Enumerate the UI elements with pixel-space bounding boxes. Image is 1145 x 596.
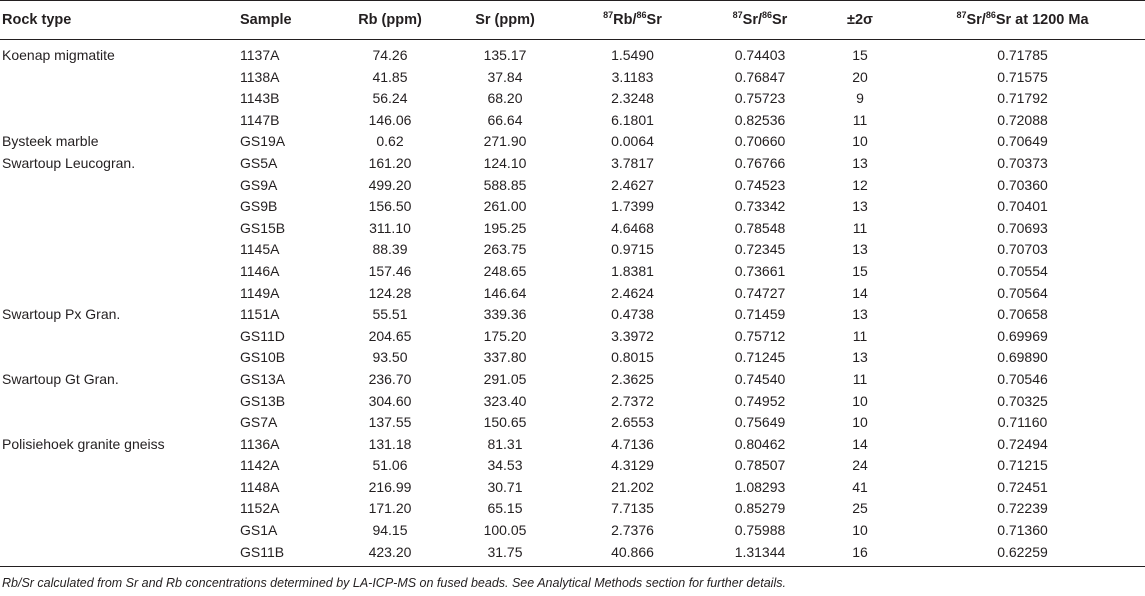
cell-sample: GS11B bbox=[240, 542, 335, 567]
cell-sr87-sr86: 0.70660 bbox=[734, 133, 786, 150]
cell-sr-ppm: 261.00 bbox=[483, 198, 527, 215]
cell-rock-type bbox=[0, 455, 240, 477]
header-init86-sup: 86 bbox=[985, 10, 996, 21]
cell-rb87-sr86: 3.1183 bbox=[611, 68, 654, 85]
table-row bbox=[0, 67, 1145, 89]
cell-sr-ppm: 135.17 bbox=[483, 47, 527, 63]
header-init86-text: Sr at 1200 Ma bbox=[995, 12, 1089, 28]
table-row bbox=[0, 542, 1145, 567]
cell-initial-ratio: 0.62259 bbox=[900, 542, 1145, 567]
cell-rb-ppm: 236.70 bbox=[368, 370, 412, 387]
table-row bbox=[0, 261, 1145, 283]
table-row bbox=[0, 131, 1145, 153]
table-row bbox=[0, 434, 1145, 456]
cell-rb87-sr86: 2.4624 bbox=[611, 284, 654, 301]
cell-rb87-sr86: 0.0064 bbox=[611, 133, 654, 150]
table-row bbox=[0, 218, 1145, 240]
cell-sr87-sr86: 0.76766 bbox=[734, 154, 786, 171]
header-initial-ratio bbox=[900, 1, 1145, 40]
cell-sample: 1147B bbox=[240, 111, 280, 128]
table-body bbox=[0, 40, 1145, 567]
cell-sr-ppm: 30.71 bbox=[487, 478, 523, 495]
cell-rock-type bbox=[0, 239, 240, 261]
cell-rb-ppm: 499.20 bbox=[368, 176, 412, 193]
cell-rock-type bbox=[0, 88, 240, 110]
cell-sr-ppm: 124.10 bbox=[483, 154, 527, 171]
cell-sr87-sr86: 0.72345 bbox=[734, 241, 786, 258]
cell-sr87-sr86: 0.73342 bbox=[734, 198, 786, 215]
cell-initial-ratio: 0.70373 bbox=[997, 154, 1048, 171]
cell-two-sigma: 12 bbox=[852, 176, 868, 193]
cell-sr-ppm: 271.90 bbox=[483, 133, 527, 150]
cell-rock-type bbox=[0, 196, 240, 218]
cell-sample: 1148A bbox=[240, 478, 280, 495]
cell-rock-type: Swartoup Px Gran. bbox=[2, 306, 121, 323]
cell-sample: 1138A bbox=[240, 68, 280, 85]
cell-sr-ppm: 263.75 bbox=[483, 241, 527, 258]
cell-rb87-sr86: 2.6553 bbox=[611, 414, 654, 431]
header-rb87-text: Rb/ bbox=[613, 12, 637, 28]
cell-rb87-sr86: 2.7372 bbox=[611, 392, 654, 409]
table-row bbox=[0, 110, 1145, 132]
table-row bbox=[0, 369, 1145, 391]
cell-rock-type: Swartoup Leucogran. bbox=[2, 154, 136, 171]
cell-sample: GS11D bbox=[240, 327, 285, 344]
cell-initial-ratio: 0.70360 bbox=[997, 176, 1048, 193]
cell-sr87-sr86: 1.31344 bbox=[700, 542, 820, 567]
cell-sr87-sr86: 0.71459 bbox=[734, 306, 786, 323]
cell-two-sigma: 11 bbox=[852, 327, 868, 344]
cell-two-sigma: 13 bbox=[852, 306, 868, 323]
cell-sample: GS13B bbox=[240, 392, 286, 409]
cell-sr87-sr86: 0.74523 bbox=[734, 176, 786, 193]
cell-rock-type: Swartoup Gt Gran. bbox=[2, 370, 119, 387]
cell-rock-type: Bysteek marble bbox=[2, 133, 99, 150]
cell-rb87-sr86: 3.3972 bbox=[611, 327, 654, 344]
cell-two-sigma: 20 bbox=[852, 68, 868, 85]
cell-rb-ppm: 137.55 bbox=[368, 414, 412, 431]
header-sr86b-text: Sr bbox=[772, 12, 788, 28]
cell-sr-ppm: 339.36 bbox=[483, 306, 527, 323]
cell-two-sigma: 11 bbox=[852, 111, 868, 128]
cell-rb-ppm: 55.51 bbox=[372, 306, 408, 323]
cell-two-sigma: 15 bbox=[852, 262, 868, 279]
cell-sample: GS9B bbox=[240, 198, 278, 215]
header-rb87-sr86 bbox=[565, 1, 700, 40]
header-rb87-sup: 87 bbox=[603, 10, 614, 21]
header-sample: Sample bbox=[240, 1, 335, 40]
cell-rb87-sr86: 2.4627 bbox=[611, 176, 654, 193]
cell-sr87-sr86: 0.78507 bbox=[734, 457, 786, 474]
cell-rock-type bbox=[0, 520, 240, 542]
header-sr87-sr86 bbox=[700, 1, 820, 40]
cell-two-sigma: 15 bbox=[852, 47, 868, 63]
cell-rock-type bbox=[0, 477, 240, 499]
cell-initial-ratio: 0.69890 bbox=[997, 349, 1048, 366]
cell-rb-ppm: 93.50 bbox=[372, 349, 408, 366]
table-row bbox=[0, 304, 1145, 326]
cell-rb-ppm: 311.10 bbox=[369, 219, 411, 236]
cell-rb-ppm: 423.20 bbox=[335, 542, 445, 567]
cell-sample: GS15B bbox=[240, 219, 286, 236]
cell-initial-ratio: 0.72494 bbox=[997, 435, 1048, 452]
cell-sr-ppm: 66.64 bbox=[487, 111, 523, 128]
cell-sr87-sr86: 0.85279 bbox=[734, 500, 786, 517]
cell-two-sigma: 13 bbox=[852, 241, 868, 258]
cell-sr87-sr86: 0.75988 bbox=[734, 522, 786, 539]
cell-two-sigma: 24 bbox=[852, 457, 868, 474]
cell-sr-ppm: 68.20 bbox=[487, 90, 523, 107]
cell-rb-ppm: 156.50 bbox=[368, 198, 412, 215]
cell-rb87-sr86: 0.8015 bbox=[611, 349, 654, 366]
cell-sr-ppm: 323.40 bbox=[483, 392, 527, 409]
table-row bbox=[0, 196, 1145, 218]
cell-initial-ratio: 0.72451 bbox=[997, 478, 1048, 495]
cell-rb87-sr86: 1.5490 bbox=[611, 47, 654, 63]
table-row bbox=[0, 326, 1145, 348]
cell-sample: 1152A bbox=[240, 500, 280, 517]
cell-sample: 1146A bbox=[240, 262, 280, 279]
cell-two-sigma: 14 bbox=[852, 435, 868, 452]
cell-rb87-sr86: 4.6468 bbox=[611, 219, 654, 236]
table-row bbox=[0, 391, 1145, 413]
cell-sr-ppm: 195.25 bbox=[483, 219, 527, 236]
cell-rb87-sr86: 2.7376 bbox=[611, 522, 654, 539]
header-sr86b-sup: 86 bbox=[762, 10, 773, 21]
cell-rock-type bbox=[0, 391, 240, 413]
cell-sr87-sr86: 0.75649 bbox=[734, 414, 786, 431]
table-row bbox=[0, 455, 1145, 477]
cell-rock-type bbox=[0, 175, 240, 197]
cell-rb87-sr86: 4.7136 bbox=[611, 435, 654, 452]
header-sr87-sup: 87 bbox=[732, 10, 743, 21]
cell-two-sigma: 9 bbox=[856, 90, 864, 107]
cell-initial-ratio: 0.70546 bbox=[997, 370, 1048, 387]
cell-rb-ppm: 88.39 bbox=[372, 241, 408, 258]
table-row bbox=[0, 412, 1145, 434]
cell-rb87-sr86: 2.3625 bbox=[611, 370, 654, 387]
cell-two-sigma: 13 bbox=[852, 349, 868, 366]
table-row bbox=[0, 88, 1145, 110]
cell-rb87-sr86: 3.7817 bbox=[611, 154, 654, 171]
cell-sr-ppm: 34.53 bbox=[487, 457, 523, 474]
header-sr86-text: Sr bbox=[646, 12, 662, 28]
cell-two-sigma: 41 bbox=[852, 478, 868, 495]
cell-sr87-sr86: 0.82536 bbox=[734, 111, 786, 128]
cell-rb-ppm: 216.99 bbox=[368, 478, 412, 495]
cell-initial-ratio: 0.71792 bbox=[997, 90, 1048, 107]
cell-initial-ratio: 0.70658 bbox=[997, 306, 1048, 323]
cell-initial-ratio: 0.72239 bbox=[997, 500, 1048, 517]
table-row bbox=[0, 175, 1145, 197]
cell-rb-ppm: 157.46 bbox=[368, 262, 412, 279]
cell-rb87-sr86: 2.3248 bbox=[611, 90, 654, 107]
cell-sample: GS1A bbox=[240, 522, 278, 539]
header-init87-sup: 87 bbox=[956, 10, 967, 21]
header-sr86-sup: 86 bbox=[636, 10, 647, 21]
cell-initial-ratio: 0.70325 bbox=[997, 392, 1048, 409]
cell-initial-ratio: 0.71785 bbox=[997, 47, 1048, 63]
cell-rb-ppm: 146.06 bbox=[368, 111, 412, 128]
cell-rock-type bbox=[0, 67, 240, 89]
cell-sr-ppm: 100.05 bbox=[483, 522, 527, 539]
cell-sample: GS13A bbox=[240, 370, 286, 387]
cell-two-sigma: 10 bbox=[852, 522, 868, 539]
cell-sr-ppm: 150.65 bbox=[483, 414, 527, 431]
cell-rock-type bbox=[0, 218, 240, 240]
cell-rock-type bbox=[0, 283, 240, 305]
cell-rb-ppm: 74.26 bbox=[372, 47, 408, 63]
cell-sample: 1137A bbox=[240, 47, 280, 63]
cell-two-sigma: 13 bbox=[852, 154, 868, 171]
cell-two-sigma: 16 bbox=[820, 542, 900, 567]
cell-sample: 1149A bbox=[240, 284, 280, 301]
cell-sample: 1145A bbox=[240, 241, 280, 258]
cell-initial-ratio: 0.69969 bbox=[997, 327, 1048, 344]
cell-sample: GS5A bbox=[240, 154, 278, 171]
cell-rb-ppm: 56.24 bbox=[372, 90, 408, 107]
cell-sr87-sr86: 0.71245 bbox=[734, 349, 786, 366]
cell-rock-type bbox=[0, 326, 240, 348]
cell-initial-ratio: 0.70401 bbox=[997, 198, 1048, 215]
cell-sr87-sr86: 0.76847 bbox=[734, 68, 786, 85]
cell-rb-ppm: 94.15 bbox=[372, 522, 408, 539]
table-row bbox=[0, 477, 1145, 499]
cell-sample: GS10B bbox=[240, 349, 286, 366]
cell-rb-ppm: 51.06 bbox=[372, 457, 408, 474]
cell-rb87-sr86: 1.7399 bbox=[611, 198, 654, 215]
table-row bbox=[0, 347, 1145, 369]
cell-two-sigma: 11 bbox=[852, 370, 868, 387]
cell-sr87-sr86: 0.74952 bbox=[734, 392, 786, 409]
cell-two-sigma: 25 bbox=[852, 500, 868, 517]
cell-rb87-sr86: 0.4738 bbox=[611, 306, 654, 323]
cell-rb87-sr86: 1.8381 bbox=[611, 262, 654, 279]
header-two-sigma: ±2σ bbox=[820, 1, 900, 40]
cell-initial-ratio: 0.70564 bbox=[997, 284, 1048, 301]
cell-sr-ppm: 248.65 bbox=[483, 262, 527, 279]
table-row bbox=[0, 239, 1145, 261]
cell-rb-ppm: 171.20 bbox=[368, 500, 412, 517]
cell-rb-ppm: 41.85 bbox=[372, 68, 408, 85]
header-rock-type: Rock type bbox=[0, 1, 240, 40]
table-header bbox=[0, 1, 1145, 40]
table-row bbox=[0, 520, 1145, 542]
cell-sr-ppm: 175.20 bbox=[483, 327, 527, 344]
cell-rb-ppm: 161.20 bbox=[368, 154, 412, 171]
cell-two-sigma: 10 bbox=[852, 392, 868, 409]
table-footnote: Rb/Sr calculated from Sr and Rb concentrations determined by LA-ICP-MS on fused beads. See Analytical Methods section for further details. bbox=[2, 576, 786, 591]
cell-sample: 1142A bbox=[240, 457, 280, 474]
cell-sr-ppm: 65.15 bbox=[487, 500, 523, 517]
cell-two-sigma: 11 bbox=[852, 219, 868, 236]
header-sr-ppm: Sr (ppm) bbox=[445, 1, 565, 40]
cell-initial-ratio: 0.71575 bbox=[997, 68, 1048, 85]
header-init87-text: Sr/ bbox=[966, 12, 986, 28]
cell-rock-type: Koenap migmatite bbox=[2, 47, 115, 63]
cell-sample: GS19A bbox=[240, 133, 286, 150]
cell-sr87-sr86: 0.74540 bbox=[734, 370, 786, 387]
cell-sr-ppm: 291.05 bbox=[483, 370, 527, 387]
cell-sr87-sr86: 0.80462 bbox=[734, 435, 786, 452]
table-row bbox=[0, 40, 1145, 67]
cell-two-sigma: 14 bbox=[852, 284, 868, 301]
cell-rb-ppm: 0.62 bbox=[376, 133, 404, 150]
cell-sr87-sr86: 0.78548 bbox=[734, 219, 786, 236]
cell-rb87-sr86: 21.202 bbox=[611, 478, 654, 495]
cell-sr87-sr86: 0.75723 bbox=[734, 90, 786, 107]
cell-sr87-sr86: 0.73661 bbox=[734, 262, 786, 279]
table-row bbox=[0, 498, 1145, 520]
cell-sr-ppm: 146.64 bbox=[483, 284, 527, 301]
cell-sr-ppm: 337.80 bbox=[483, 349, 527, 366]
cell-rb-ppm: 124.28 bbox=[368, 284, 412, 301]
cell-initial-ratio: 0.70554 bbox=[997, 262, 1048, 279]
cell-rock-type bbox=[0, 110, 240, 132]
cell-rock-type bbox=[0, 347, 240, 369]
cell-sample: 1143B bbox=[240, 90, 280, 107]
cell-sr87-sr86: 0.74403 bbox=[734, 47, 786, 63]
cell-sample: GS9A bbox=[240, 176, 278, 193]
cell-rock-type bbox=[0, 412, 240, 434]
cell-rb87-sr86: 6.1801 bbox=[611, 111, 654, 128]
cell-sr-ppm: 37.84 bbox=[487, 68, 523, 85]
cell-sr87-sr86: 1.08293 bbox=[734, 478, 786, 495]
cell-sr87-sr86: 0.75712 bbox=[734, 327, 786, 344]
cell-rb-ppm: 304.60 bbox=[368, 392, 412, 409]
cell-initial-ratio: 0.70703 bbox=[997, 241, 1048, 258]
cell-initial-ratio: 0.71360 bbox=[997, 522, 1048, 539]
cell-rock-type bbox=[0, 261, 240, 283]
cell-initial-ratio: 0.71215 bbox=[997, 457, 1048, 474]
cell-rb87-sr86: 4.3129 bbox=[611, 457, 654, 474]
cell-rb87-sr86: 0.9715 bbox=[611, 241, 654, 258]
cell-initial-ratio: 0.71160 bbox=[997, 414, 1048, 431]
cell-rock-type bbox=[0, 498, 240, 520]
cell-two-sigma: 13 bbox=[852, 198, 868, 215]
cell-initial-ratio: 0.70649 bbox=[997, 133, 1048, 150]
table-row bbox=[0, 283, 1145, 305]
cell-sample: 1136A bbox=[240, 435, 280, 452]
header-rb-ppm: Rb (ppm) bbox=[335, 1, 445, 40]
cell-sr-ppm: 588.85 bbox=[483, 176, 527, 193]
cell-rb87-sr86: 7.7135 bbox=[611, 500, 654, 517]
table-row bbox=[0, 153, 1145, 175]
cell-sr-ppm: 31.75 bbox=[445, 542, 565, 567]
cell-rock-type bbox=[0, 542, 240, 567]
cell-rock-type: Polisiehoek granite gneiss bbox=[2, 435, 165, 452]
cell-two-sigma: 10 bbox=[852, 133, 868, 150]
cell-sr87-sr86: 0.74727 bbox=[734, 284, 786, 301]
cell-sample: 1151A bbox=[240, 306, 280, 323]
header-row bbox=[0, 1, 1145, 40]
cell-rb-ppm: 204.65 bbox=[368, 327, 412, 344]
cell-two-sigma: 10 bbox=[852, 414, 868, 431]
cell-initial-ratio: 0.70693 bbox=[997, 219, 1048, 236]
cell-sample: GS7A bbox=[240, 414, 278, 431]
header-sr87-text: Sr/ bbox=[742, 12, 762, 28]
cell-rb87-sr86: 40.866 bbox=[565, 542, 700, 567]
cell-sr-ppm: 81.31 bbox=[487, 435, 523, 452]
cell-initial-ratio: 0.72088 bbox=[997, 111, 1048, 128]
cell-rb-ppm: 131.18 bbox=[368, 435, 412, 452]
